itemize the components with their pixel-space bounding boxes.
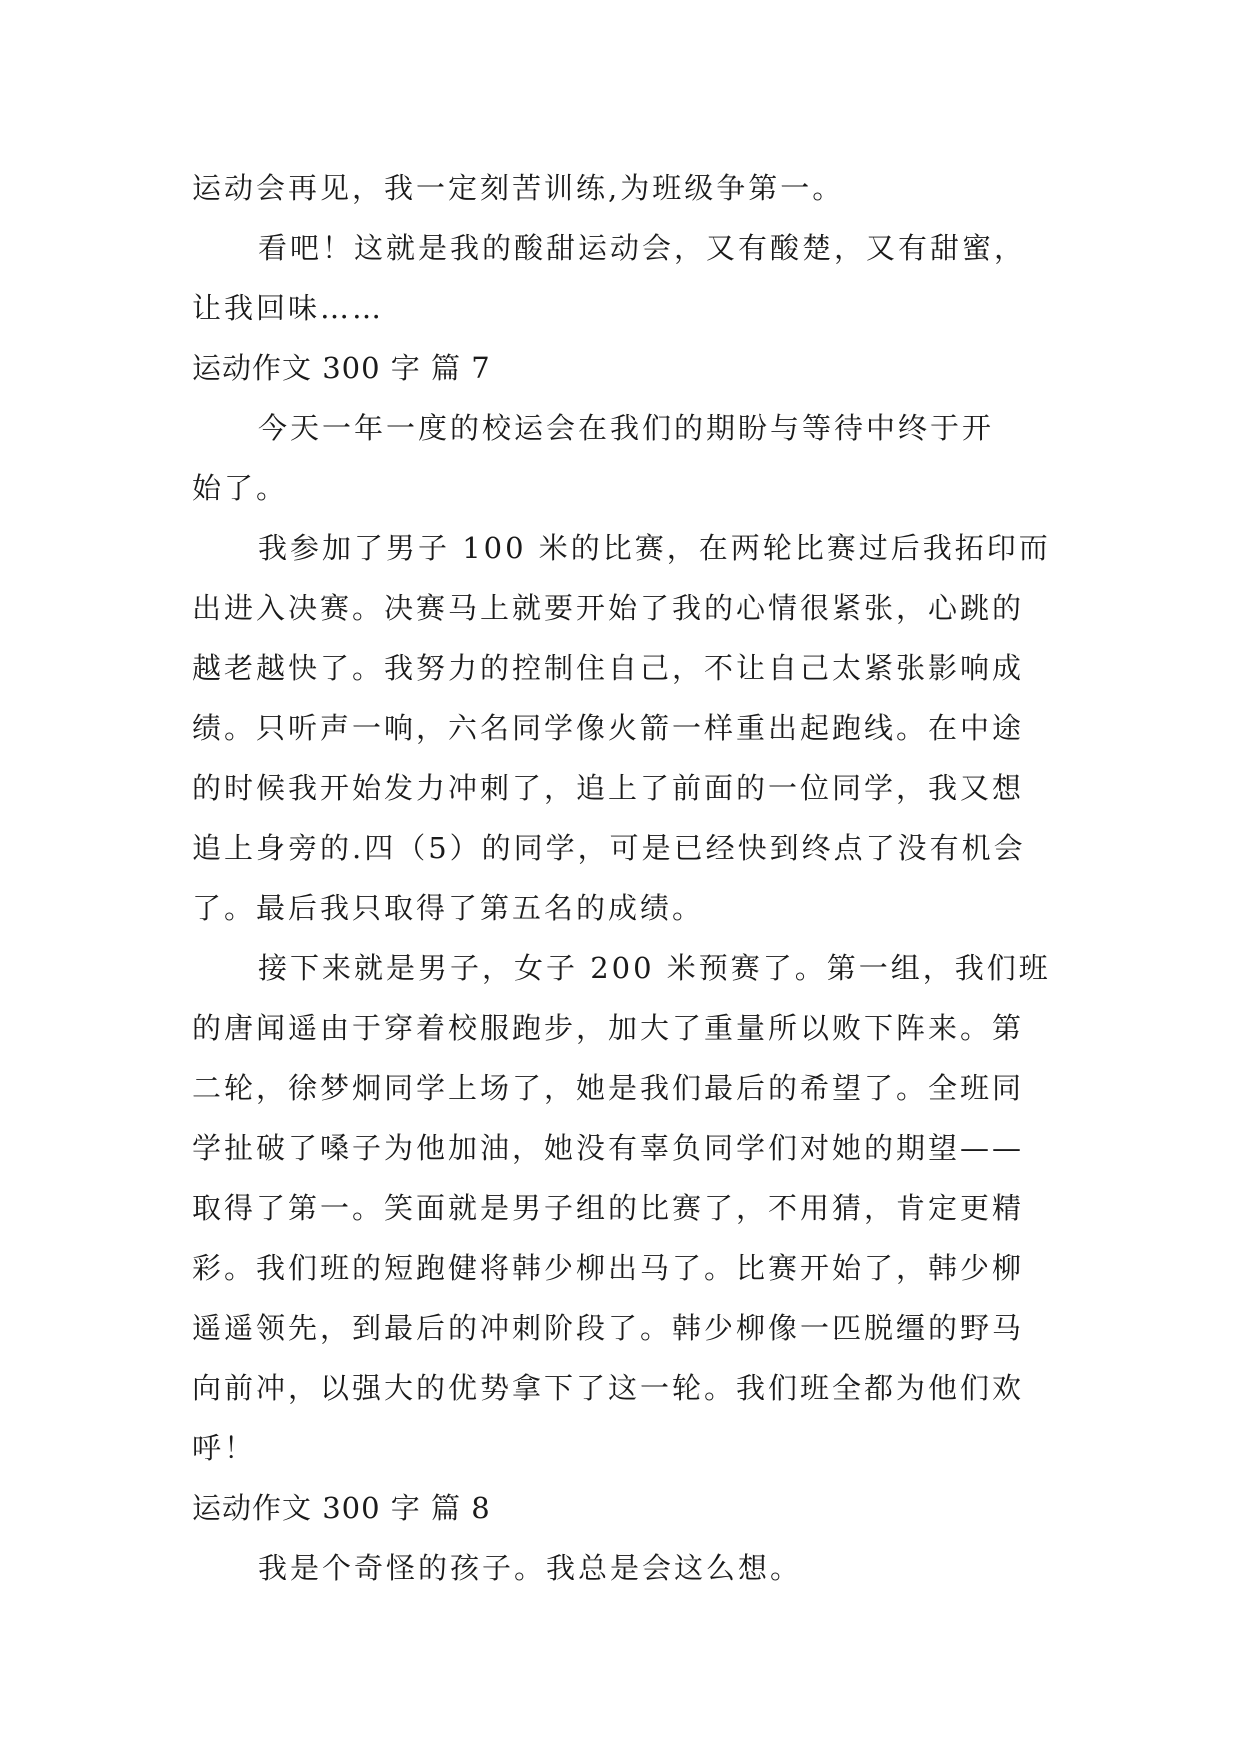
text-line: 出进入决赛。决赛马上就要开始了我的心情很紧张，心跳的 [192,591,1025,625]
text-line: 向前冲，以强大的优势拿下了这一轮。我们班全都为他们欢 [192,1371,1025,1405]
text-line: 遥遥领先，到最后的冲刺阶段了。韩少柳像一匹脱缰的野马 [192,1311,1025,1345]
text-line: 的时候我开始发力冲刺了，追上了前面的一位同学，我又想 [192,771,1025,805]
section-heading: 运动作文 300 字 篇 8 [192,1491,491,1525]
section-heading: 运动作文 300 字 篇 7 [192,351,491,385]
text-line: 绩。只听声一响，六名同学像火箭一样重出起跑线。在中途 [192,711,1025,745]
text-line: 越老越快了。我努力的控制住自己，不让自己太紧张影响成 [192,651,1025,685]
document-page [192,158,1052,1598]
text-line: 我是个奇怪的孩子。我总是会这么想。 [258,1551,803,1585]
text-line: 始了。 [192,471,289,505]
text-line: 了。最后我只取得了第五名的成绩。 [192,891,705,925]
text-line: 我参加了男子 100 米的比赛，在两轮比赛过后我拓印而 [258,531,1051,565]
text-line: 学扯破了嗓子为他加油，她没有辜负同学们对她的期望—— [192,1131,1025,1165]
text-line: 呼！ [192,1431,257,1465]
text-line: 让我回味…… [192,291,385,325]
text-line: 今天一年一度的校运会在我们的期盼与等待中终于开 [258,411,995,445]
text-line: 二轮，徐梦炯同学上场了，她是我们最后的希望了。全班同 [192,1071,1025,1105]
text-line: 的唐闻遥由于穿着校服跑步，加大了重量所以败下阵来。第 [192,1011,1025,1045]
text-line: 运动会再见，我一定刻苦训练,为班级争第一。 [192,171,845,205]
text-line: 取得了第一。笑面就是男子组的比赛了，不用猜，肯定更精 [192,1191,1025,1225]
text-line: 追上身旁的.四（5）的同学，可是已经快到终点了没有机会 [192,831,1026,865]
text-line: 接下来就是男子，女子 200 米预赛了。第一组，我们班 [258,951,1051,985]
text-line: 彩。我们班的短跑健将韩少柳出马了。比赛开始了，韩少柳 [192,1251,1025,1285]
text-line: 看吧！这就是我的酸甜运动会，又有酸楚，又有甜蜜， [258,231,1027,265]
